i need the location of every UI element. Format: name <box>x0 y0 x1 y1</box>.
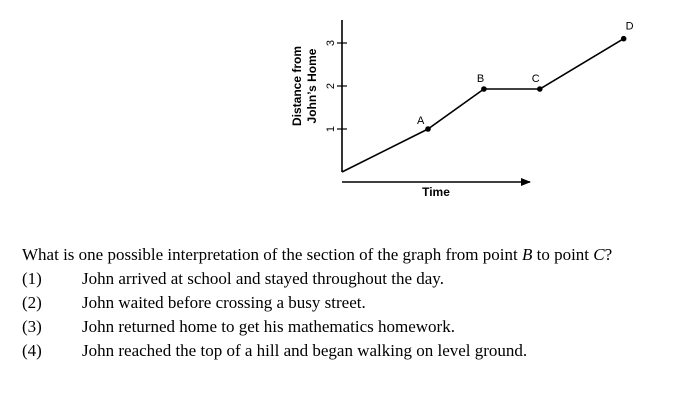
option-number: (3) <box>22 317 42 336</box>
option-text: John arrived at school and stayed throughout the day. <box>82 269 444 288</box>
option-text: John reached the top of a hill and began walking on level ground. <box>82 341 528 360</box>
option-text: John returned home to get his mathematics homework. <box>82 317 455 336</box>
point-d-label: D <box>625 20 634 33</box>
x-axis-label: Time <box>422 185 450 199</box>
point-b-label: B <box>476 73 485 86</box>
point-c-marker <box>537 86 543 92</box>
option-number: (4) <box>22 341 42 360</box>
y-tick-label: 3 <box>325 39 337 47</box>
y-tick-label: 2 <box>325 82 337 90</box>
point-d-marker <box>621 36 627 42</box>
question-suffix: ? <box>604 245 613 264</box>
point-b-marker <box>481 86 487 92</box>
y-tick-label: 1 <box>325 125 337 133</box>
question-middle: to point <box>532 245 594 264</box>
point-a-label: A <box>417 115 425 127</box>
option-number: (1) <box>22 269 42 288</box>
question-prefix: What is one possible interpretation of the section of the graph from point <box>22 245 522 264</box>
question-var-c: C <box>593 245 605 264</box>
y-axis-label-line2: John’s Home <box>305 48 319 124</box>
question-var-b: B <box>521 245 533 264</box>
option-text: John waited before crossing a busy street. <box>82 293 366 312</box>
point-a-marker <box>425 126 431 132</box>
y-axis-label-line1: Distance from <box>290 45 304 127</box>
question-text <box>22 243 672 267</box>
point-c-label: C <box>531 73 540 86</box>
option-number: (2) <box>22 293 42 312</box>
distance-line <box>342 39 624 172</box>
